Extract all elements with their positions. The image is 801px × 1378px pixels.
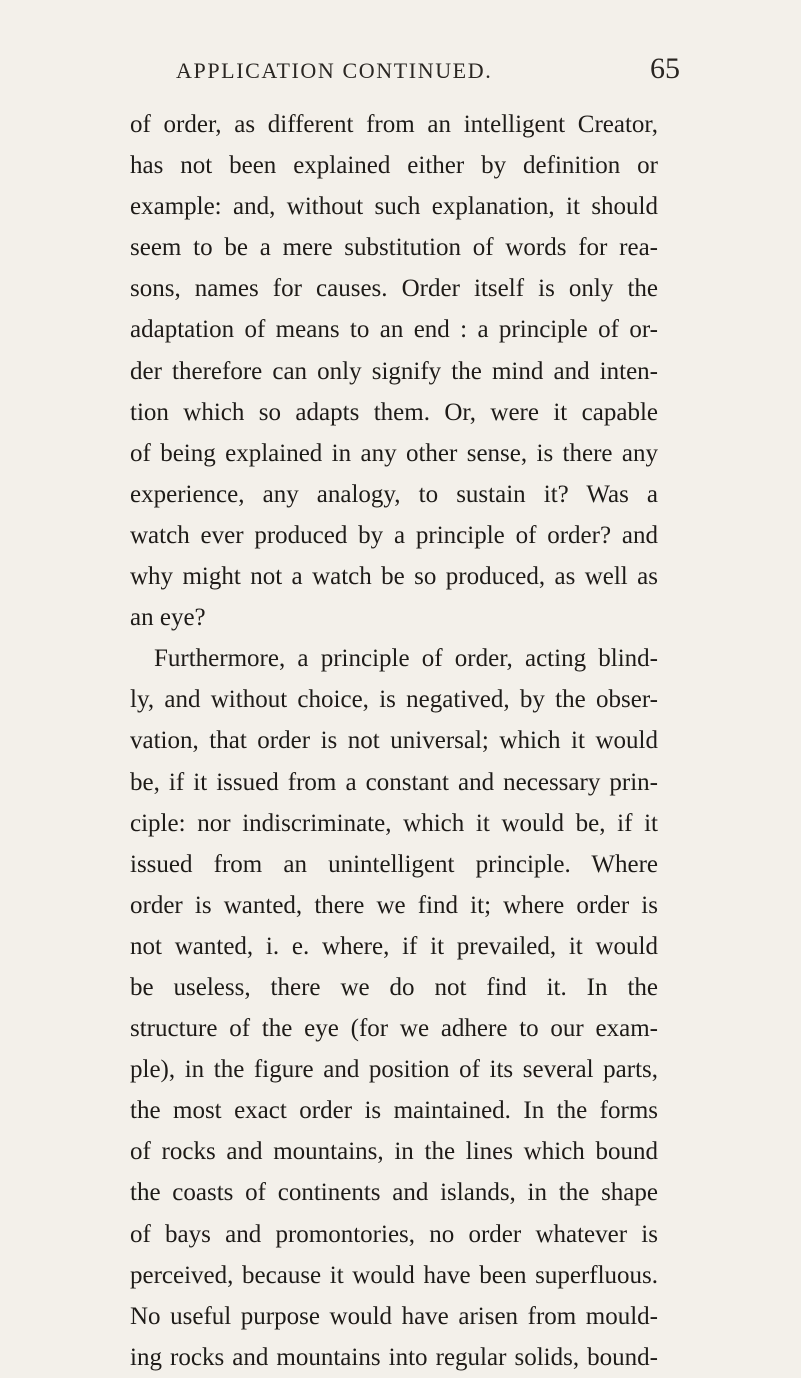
text-line: be useless, there we do not find it. In the	[130, 973, 658, 1001]
text-line: of rocks and mountains, in the lines which bound	[130, 1138, 658, 1166]
text-line: not wanted, i. e. where, if it prevailed, it would	[130, 932, 658, 960]
text-line: No useful purpose would have arisen from mould-	[130, 1302, 658, 1330]
text-line: sons, names for causes. Order itself is only the	[130, 275, 658, 303]
page-number: 65	[650, 52, 680, 85]
text-line: experience, any analogy, to sustain it? Was a	[130, 480, 658, 508]
text-line: the coasts of continents and islands, in the shape	[130, 1179, 658, 1207]
text-line: of bays and promontories, no order whatever is	[130, 1220, 658, 1248]
text-line: structure of the eye (for we adhere to our exam-	[130, 1015, 658, 1043]
text-line: adaptation of means to an end : a principle of or-	[130, 316, 658, 344]
body-text	[130, 104, 658, 1378]
text-line: tion which so adapts them. Or, were it capable	[130, 398, 658, 426]
text-line: ly, and without choice, is negatived, by the obser-	[130, 686, 658, 714]
text-line: seem to be a mere substitution of words for rea-	[130, 234, 658, 262]
text-line: of order, as different from an intelligent Creator,	[130, 111, 658, 138]
text-line: ple), in the figure and position of its several parts,	[130, 1056, 658, 1084]
running-head	[118, 52, 680, 92]
text-line: has not been explained either by definition or	[130, 152, 658, 180]
paragraph-start-line: Furthermore, a principle of order, acting blind-	[154, 645, 658, 673]
text-line: vation, that order is not universal; which it would	[130, 727, 658, 755]
text-line: order is wanted, there we find it; where order is	[130, 891, 658, 919]
running-title: APPLICATION CONTINUED.	[176, 58, 493, 83]
text-line: why might not a watch be so produced, as well as	[130, 563, 658, 591]
text-line: watch ever produced by a principle of order? and	[130, 521, 658, 549]
text-line: be, if it issued from a constant and necessary prin-	[130, 768, 658, 796]
text-line: ing rocks and mountains into regular solids, bound-	[130, 1343, 658, 1371]
text-line: der therefore can only signify the mind and inten-	[130, 357, 658, 385]
text-line: example: and, without such explanation, it should	[130, 193, 658, 221]
text-line: the most exact order is maintained. In the forms	[130, 1097, 658, 1125]
text-line: an eye?	[130, 604, 206, 632]
text-line: perceived, because it would have been superfluous.	[130, 1261, 658, 1289]
text-line: ciple: nor indiscriminate, which it would be, if it	[130, 809, 658, 837]
text-line: of being explained in any other sense, is there any	[130, 439, 658, 467]
text-line: issued from an unintelligent principle. Where	[130, 850, 658, 878]
